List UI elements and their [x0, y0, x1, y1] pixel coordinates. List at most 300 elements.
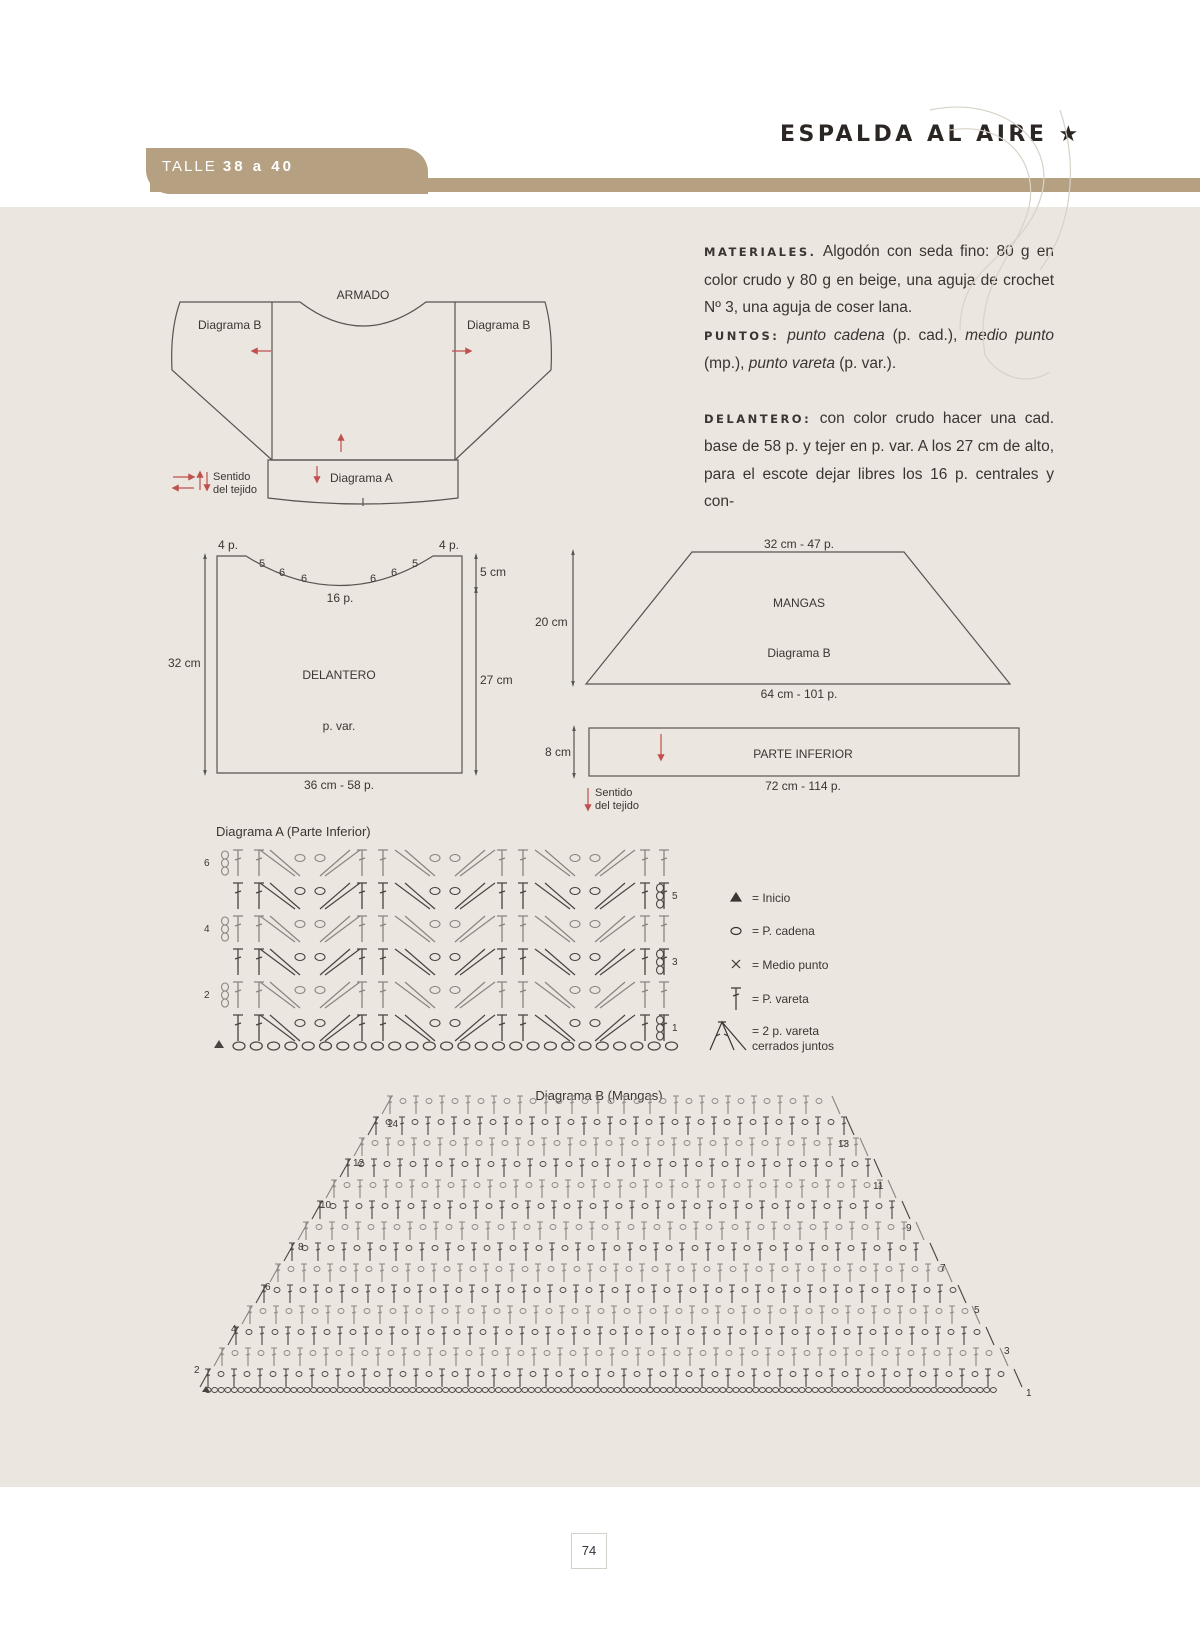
chain-stitch: [396, 1388, 402, 1393]
chain-stitch: [494, 1309, 500, 1314]
chain-stitch: [522, 1388, 528, 1393]
double-crochet: [640, 850, 650, 876]
double-crochet: [339, 1285, 345, 1303]
chain-stitch: [550, 1225, 556, 1230]
double-crochet: [443, 1285, 449, 1303]
chain-stitch: [458, 1042, 470, 1050]
chain-stitch: [898, 1388, 904, 1393]
chain-stitch: [780, 1309, 786, 1314]
chain-stitch: [830, 1351, 836, 1356]
double-crochet: [231, 1369, 237, 1387]
chain-stitch: [510, 1246, 516, 1251]
chain-stitch: [286, 1309, 292, 1314]
double-crochet: [353, 1264, 359, 1282]
chain-stitch: [693, 1388, 699, 1393]
double-crochet: [385, 1138, 391, 1156]
chain-stitch: [934, 1351, 940, 1356]
chain-stitch: [799, 1388, 805, 1393]
double-crochet: [781, 1285, 787, 1303]
chain-stitch: [449, 1388, 455, 1393]
turning-chain: [222, 917, 229, 925]
chain-stitch: [383, 1388, 389, 1393]
chain-stitch: [964, 1388, 970, 1393]
chain-stitch: [972, 1372, 978, 1377]
double-crochet: [615, 1222, 621, 1240]
stitch-double-abbr: (p. var.).: [834, 355, 897, 372]
double-crochet: [391, 1285, 397, 1303]
diagram-a-stitches: [214, 850, 678, 1050]
chain-stitch: [458, 1246, 464, 1251]
chain-stitch: [478, 1372, 484, 1377]
chain-stitch: [688, 1330, 694, 1335]
chain-stitch: [684, 1141, 690, 1146]
double-crochet: [613, 1264, 619, 1282]
double-crochet: [487, 1180, 493, 1198]
chain-stitch: [225, 1388, 231, 1393]
double-crochet: [547, 1285, 553, 1303]
stitch-chain: punto cadena: [787, 326, 885, 344]
chain-stitch: [898, 1288, 904, 1293]
double-crochet: [497, 1243, 503, 1261]
double-crochet: [597, 1327, 603, 1345]
double-crochet: [785, 1201, 791, 1219]
double-crochet: [477, 1117, 483, 1135]
double-crochet: [475, 1159, 481, 1177]
chain-stitch: [800, 1162, 806, 1167]
chain-stitch: [430, 888, 440, 895]
chain-stitch: [542, 1388, 548, 1393]
chain-stitch: [364, 1309, 370, 1314]
chain-stitch: [736, 1141, 742, 1146]
double-crochet: [497, 982, 507, 1008]
chain-stitch: [648, 1042, 660, 1050]
chain-stitch: [372, 1141, 378, 1146]
double-crochet: [637, 1306, 643, 1324]
double-crochet: [661, 1348, 667, 1366]
double-crochet: [233, 949, 243, 975]
chain-stitch: [504, 1372, 510, 1377]
double-crochet: [609, 1348, 615, 1366]
double-crochet: [483, 1264, 489, 1282]
chain-stitch: [590, 855, 600, 862]
double-crochet: [605, 1159, 611, 1177]
chain-stitch: [422, 1183, 428, 1188]
chain-stitch: [971, 1388, 977, 1393]
double-crochet: [541, 1138, 547, 1156]
chain-stitch: [474, 1183, 480, 1188]
double-crochet: [551, 1201, 557, 1219]
chain-stitch: [876, 1204, 882, 1209]
double-crochet: [565, 1180, 571, 1198]
chain-stitch: [362, 1351, 368, 1356]
chain-stitch: [436, 1388, 442, 1393]
chain-stitch: [384, 1162, 390, 1167]
double-crochet: [491, 1096, 497, 1114]
chain-stitch: [560, 1288, 566, 1293]
double-crochet: [517, 1369, 523, 1387]
chain-stitch: [616, 1204, 622, 1209]
chain-stitch: [668, 1204, 674, 1209]
cluster-stitch: [260, 982, 360, 1008]
front-shoulder-right: 4 p.: [439, 538, 460, 552]
turning-chain: [222, 999, 229, 1007]
double-crochet: [817, 1348, 823, 1366]
chain-stitch: [868, 1372, 874, 1377]
double-crochet: [299, 1306, 305, 1324]
front-label: DELANTERO:: [704, 411, 812, 426]
double-crochet: [587, 1264, 593, 1282]
chain-stitch: [390, 1388, 396, 1393]
chain-stitch: [826, 1162, 832, 1167]
chain-stitch: [315, 921, 325, 928]
double-crochet: [675, 1327, 681, 1345]
double-crochet: [518, 850, 528, 876]
double-crochet: [755, 1285, 761, 1303]
double-crochet: [254, 949, 264, 975]
chain-stitch: [402, 1330, 408, 1335]
chain-stitch: [706, 1225, 712, 1230]
chain-stitch: [666, 1246, 672, 1251]
double-crochet: [315, 1243, 321, 1261]
double-crochet: [553, 1159, 559, 1177]
double-crochet: [509, 1264, 515, 1282]
assembly-left-label: Diagrama B: [198, 318, 262, 332]
legend-label: = P. vareta: [752, 992, 809, 1006]
chain-stitch: [839, 1388, 845, 1393]
double-crochet: [715, 1306, 721, 1324]
double-crochet: [845, 1306, 851, 1324]
chain-stitch: [718, 1246, 724, 1251]
double-crochet: [245, 1348, 251, 1366]
chain-stitch: [938, 1388, 944, 1393]
chain-stitch: [268, 1042, 280, 1050]
double-crochet: [819, 1306, 825, 1324]
chain-stitch: [536, 1246, 542, 1251]
double-crochet: [233, 850, 243, 876]
double-crochet: [465, 1096, 471, 1114]
double-crochet: [751, 1096, 757, 1114]
front-height-total: 32 cm: [168, 656, 201, 670]
double-crochet: [685, 1117, 691, 1135]
chain-stitch: [596, 1042, 608, 1050]
chain-stitch: [218, 1388, 224, 1393]
double-crochet: [493, 1327, 499, 1345]
chain-stitch: [758, 1225, 764, 1230]
chain-stitch: [448, 1183, 454, 1188]
double-crochet: [833, 1285, 839, 1303]
cluster-stitch: [260, 883, 360, 909]
double-crochet: [527, 1159, 533, 1177]
double-crochet: [413, 1369, 419, 1387]
chain-stitch: [524, 1225, 530, 1230]
chain-stitch: [694, 1204, 700, 1209]
double-crochet: [743, 1264, 749, 1282]
double-crochet: [813, 1159, 819, 1177]
double-crochet: [623, 1327, 629, 1345]
cluster-stitch: [535, 850, 635, 876]
chain-stitch: [812, 1388, 818, 1393]
chain-stitch: [838, 1183, 844, 1188]
double-crochet: [421, 1201, 427, 1219]
chain-stitch: [530, 1372, 536, 1377]
chain-stitch: [946, 1372, 952, 1377]
chain-stitch: [764, 1372, 770, 1377]
chain-stitch: [627, 1388, 633, 1393]
sleeve-bottom: 64 cm - 101 p.: [760, 687, 838, 701]
chain-stitch: [608, 1388, 614, 1393]
diagram-a: [204, 824, 678, 1050]
double-crochet: [887, 1243, 893, 1261]
double-crochet: [699, 1369, 705, 1387]
chain-stitch: [742, 1288, 748, 1293]
chain-stitch: [732, 1225, 738, 1230]
chain-stitch: [730, 1267, 736, 1272]
chain-stitch: [464, 1120, 470, 1125]
chain-stitch: [270, 1372, 276, 1377]
chain-stitch: [920, 1372, 926, 1377]
chain-stitch: [324, 1330, 330, 1335]
double-crochet: [523, 1243, 529, 1261]
chain-stitch: [390, 1309, 396, 1314]
chain-stitch: [430, 855, 440, 862]
chain-stitch: [908, 1351, 914, 1356]
chain-stitch: [864, 1183, 870, 1188]
chain-stitch: [304, 1388, 310, 1393]
chain-stitch: [315, 1020, 325, 1027]
chain-stitch: [356, 1204, 362, 1209]
double-crochet: [513, 1180, 519, 1198]
double-crochet: [425, 1117, 431, 1135]
double-crochet: [829, 1369, 835, 1387]
double-crochet: [777, 1096, 783, 1114]
chain-stitch: [469, 1388, 475, 1393]
double-crochet: [617, 1180, 623, 1198]
double-crochet: [567, 1138, 573, 1156]
chain-stitch: [516, 1120, 522, 1125]
double-crochet: [419, 1243, 425, 1261]
double-crochet: [681, 1201, 687, 1219]
turning-chain: [657, 1016, 664, 1024]
double-crochet: [313, 1285, 319, 1303]
chain-stitch: [468, 1309, 474, 1314]
chain-stitch: [682, 1183, 688, 1188]
double-crochet: [459, 1222, 465, 1240]
chain-stitch: [570, 921, 580, 928]
chain-stitch: [476, 1388, 482, 1393]
diagram-b-row-label: 6: [265, 1282, 271, 1293]
chain-stitch: [295, 987, 305, 994]
chain-stitch: [297, 1388, 303, 1393]
double-crochet: [795, 1264, 801, 1282]
neck-step: 5: [412, 558, 419, 570]
double-crochet: [433, 1222, 439, 1240]
chain-stitch: [762, 1141, 768, 1146]
double-crochet: [695, 1180, 701, 1198]
double-crochet: [809, 1243, 815, 1261]
chain-stitch: [720, 1204, 726, 1209]
double-crochet: [415, 1327, 421, 1345]
double-crochet: [479, 1348, 485, 1366]
chain-stitch: [686, 1372, 692, 1377]
double-crochet: [875, 1222, 881, 1240]
chain-stitch: [450, 855, 460, 862]
chain-stitch: [870, 1330, 876, 1335]
chain-stitch: [614, 1246, 620, 1251]
chain-stitch: [588, 1246, 594, 1251]
double-crochet: [651, 1285, 657, 1303]
chain-stitch: [852, 1388, 858, 1393]
chain-stitch: [522, 1267, 528, 1272]
double-crochet: [629, 1201, 635, 1219]
chain-stitch: [544, 1042, 556, 1050]
double-crochet: [621, 1369, 627, 1387]
row-edge: [958, 1285, 966, 1303]
double-crochet: [667, 1222, 673, 1240]
chain-stitch: [338, 1309, 344, 1314]
double-crochet: [505, 1348, 511, 1366]
chain-stitch: [960, 1351, 966, 1356]
diagram-b-stitches: [200, 1096, 1022, 1393]
double-crochet: [593, 1138, 599, 1156]
diagram-b-title: Diagrama B (Mangas): [535, 1088, 663, 1103]
chain-stitch: [568, 1120, 574, 1125]
double-crochet: [518, 916, 528, 942]
double-crochet: [659, 916, 669, 942]
double-crochet: [427, 1348, 433, 1366]
chain-stitch: [440, 1351, 446, 1356]
double-crochet: [827, 1138, 833, 1156]
row-edge: [916, 1222, 924, 1240]
double-crochet: [378, 1015, 388, 1041]
double-crochet: [861, 1243, 867, 1261]
stitch-single: medio punto: [965, 326, 1055, 344]
double-crochet: [441, 1327, 447, 1345]
double-crochet: [913, 1243, 919, 1261]
chain-stitch: [408, 1204, 414, 1209]
double-crochet: [537, 1222, 543, 1240]
double-crochet: [437, 1138, 443, 1156]
double-crochet: [257, 1369, 263, 1387]
chain-stitch: [295, 855, 305, 862]
chain-stitch: [330, 1388, 336, 1393]
chain-stitch: [912, 1267, 918, 1272]
chain-stitch: [667, 1388, 673, 1393]
front-text: con color crudo hacer una cad. base de 58 p. y tejer en p. var. A los 27 cm de alto, para el escote dejar libres los 16 p. centrales y con-: [704, 409, 1054, 510]
chain-stitch: [674, 1351, 680, 1356]
double-crochet: [579, 1159, 585, 1177]
chain-stitch: [905, 1388, 911, 1393]
double-crochet: [573, 1285, 579, 1303]
chain-stitch: [552, 1183, 558, 1188]
diagram-b-row-label: 12: [353, 1158, 365, 1169]
chain-stitch: [488, 1162, 494, 1167]
double-crochet: [233, 1015, 243, 1041]
chain-stitch: [260, 1309, 266, 1314]
chain-stitch: [403, 1388, 409, 1393]
chain-stitch: [710, 1141, 716, 1146]
double-crochet: [357, 949, 367, 975]
double-crochet: [341, 1243, 347, 1261]
chain-stitch: [951, 1388, 957, 1393]
double-crochet: [821, 1264, 827, 1282]
chain-stitch: [810, 1225, 816, 1230]
double-crochet: [703, 1285, 709, 1303]
double-crochet: [889, 1201, 895, 1219]
chain-stitch: [816, 1099, 822, 1104]
chain-stitch: [768, 1288, 774, 1293]
chain-stitch: [400, 1372, 406, 1377]
chain-stitch: [948, 1330, 954, 1335]
double-crochet: [595, 1369, 601, 1387]
double-crochet: [925, 1264, 931, 1282]
chain-stitch: [806, 1309, 812, 1314]
chain-stitch: [856, 1351, 862, 1356]
chain-stitch: [845, 1388, 851, 1393]
chain-stitch: [760, 1183, 766, 1188]
chain-stitch: [734, 1183, 740, 1188]
double-crochet: [689, 1306, 695, 1324]
chain-stitch: [570, 1351, 576, 1356]
chain-stitch: [486, 1204, 492, 1209]
double-crochet: [855, 1369, 861, 1387]
double-crochet: [625, 1285, 631, 1303]
turning-chain: [657, 900, 664, 908]
diagram-b-row-label: 2: [194, 1365, 200, 1376]
chain-stitch: [562, 1246, 568, 1251]
double-crochet: [367, 1243, 373, 1261]
chain-stitch: [647, 1388, 653, 1393]
chain-stitch: [284, 1351, 290, 1356]
chain-stitch: [378, 1288, 384, 1293]
double-crochet: [640, 1015, 650, 1041]
double-crochet: [985, 1369, 991, 1387]
double-crochet: [254, 1015, 264, 1041]
chain-stitch: [918, 1388, 924, 1393]
chain-stitch: [544, 1351, 550, 1356]
chain-stitch: [212, 1388, 218, 1393]
chain-stitch: [482, 1388, 488, 1393]
front-title: DELANTERO: [302, 668, 376, 682]
double-crochet: [497, 1015, 507, 1041]
double-crochet: [549, 1243, 555, 1261]
chain-stitch: [606, 1141, 612, 1146]
double-crochet: [763, 1117, 769, 1135]
double-crochet: [431, 1264, 437, 1282]
double-crochet: [499, 1201, 505, 1219]
double-crochet: [777, 1369, 783, 1387]
chain-stitch: [700, 1351, 706, 1356]
double-crochet: [563, 1222, 569, 1240]
chain-stitch: [858, 1388, 864, 1393]
double-crochet-icon: [731, 988, 741, 1010]
double-crochet: [589, 1222, 595, 1240]
bottom-direction-2: del tejido: [595, 800, 640, 812]
chain-stitch: [885, 1388, 891, 1393]
chain-stitch: [708, 1183, 714, 1188]
chain-stitch: [654, 1225, 660, 1230]
bottom-title: PARTE INFERIOR: [753, 747, 853, 761]
chain-stitch: [814, 1141, 820, 1146]
chain-stitch: [788, 1141, 794, 1146]
double-crochet: [735, 1159, 741, 1177]
chain-stitch: [936, 1309, 942, 1314]
chain-stitch: [740, 1330, 746, 1335]
double-crochet: [783, 1243, 789, 1261]
chain-stitch: [410, 1388, 416, 1393]
double-crochet: [779, 1327, 785, 1345]
double-crochet: [811, 1201, 817, 1219]
chain-stitch: [500, 1183, 506, 1188]
